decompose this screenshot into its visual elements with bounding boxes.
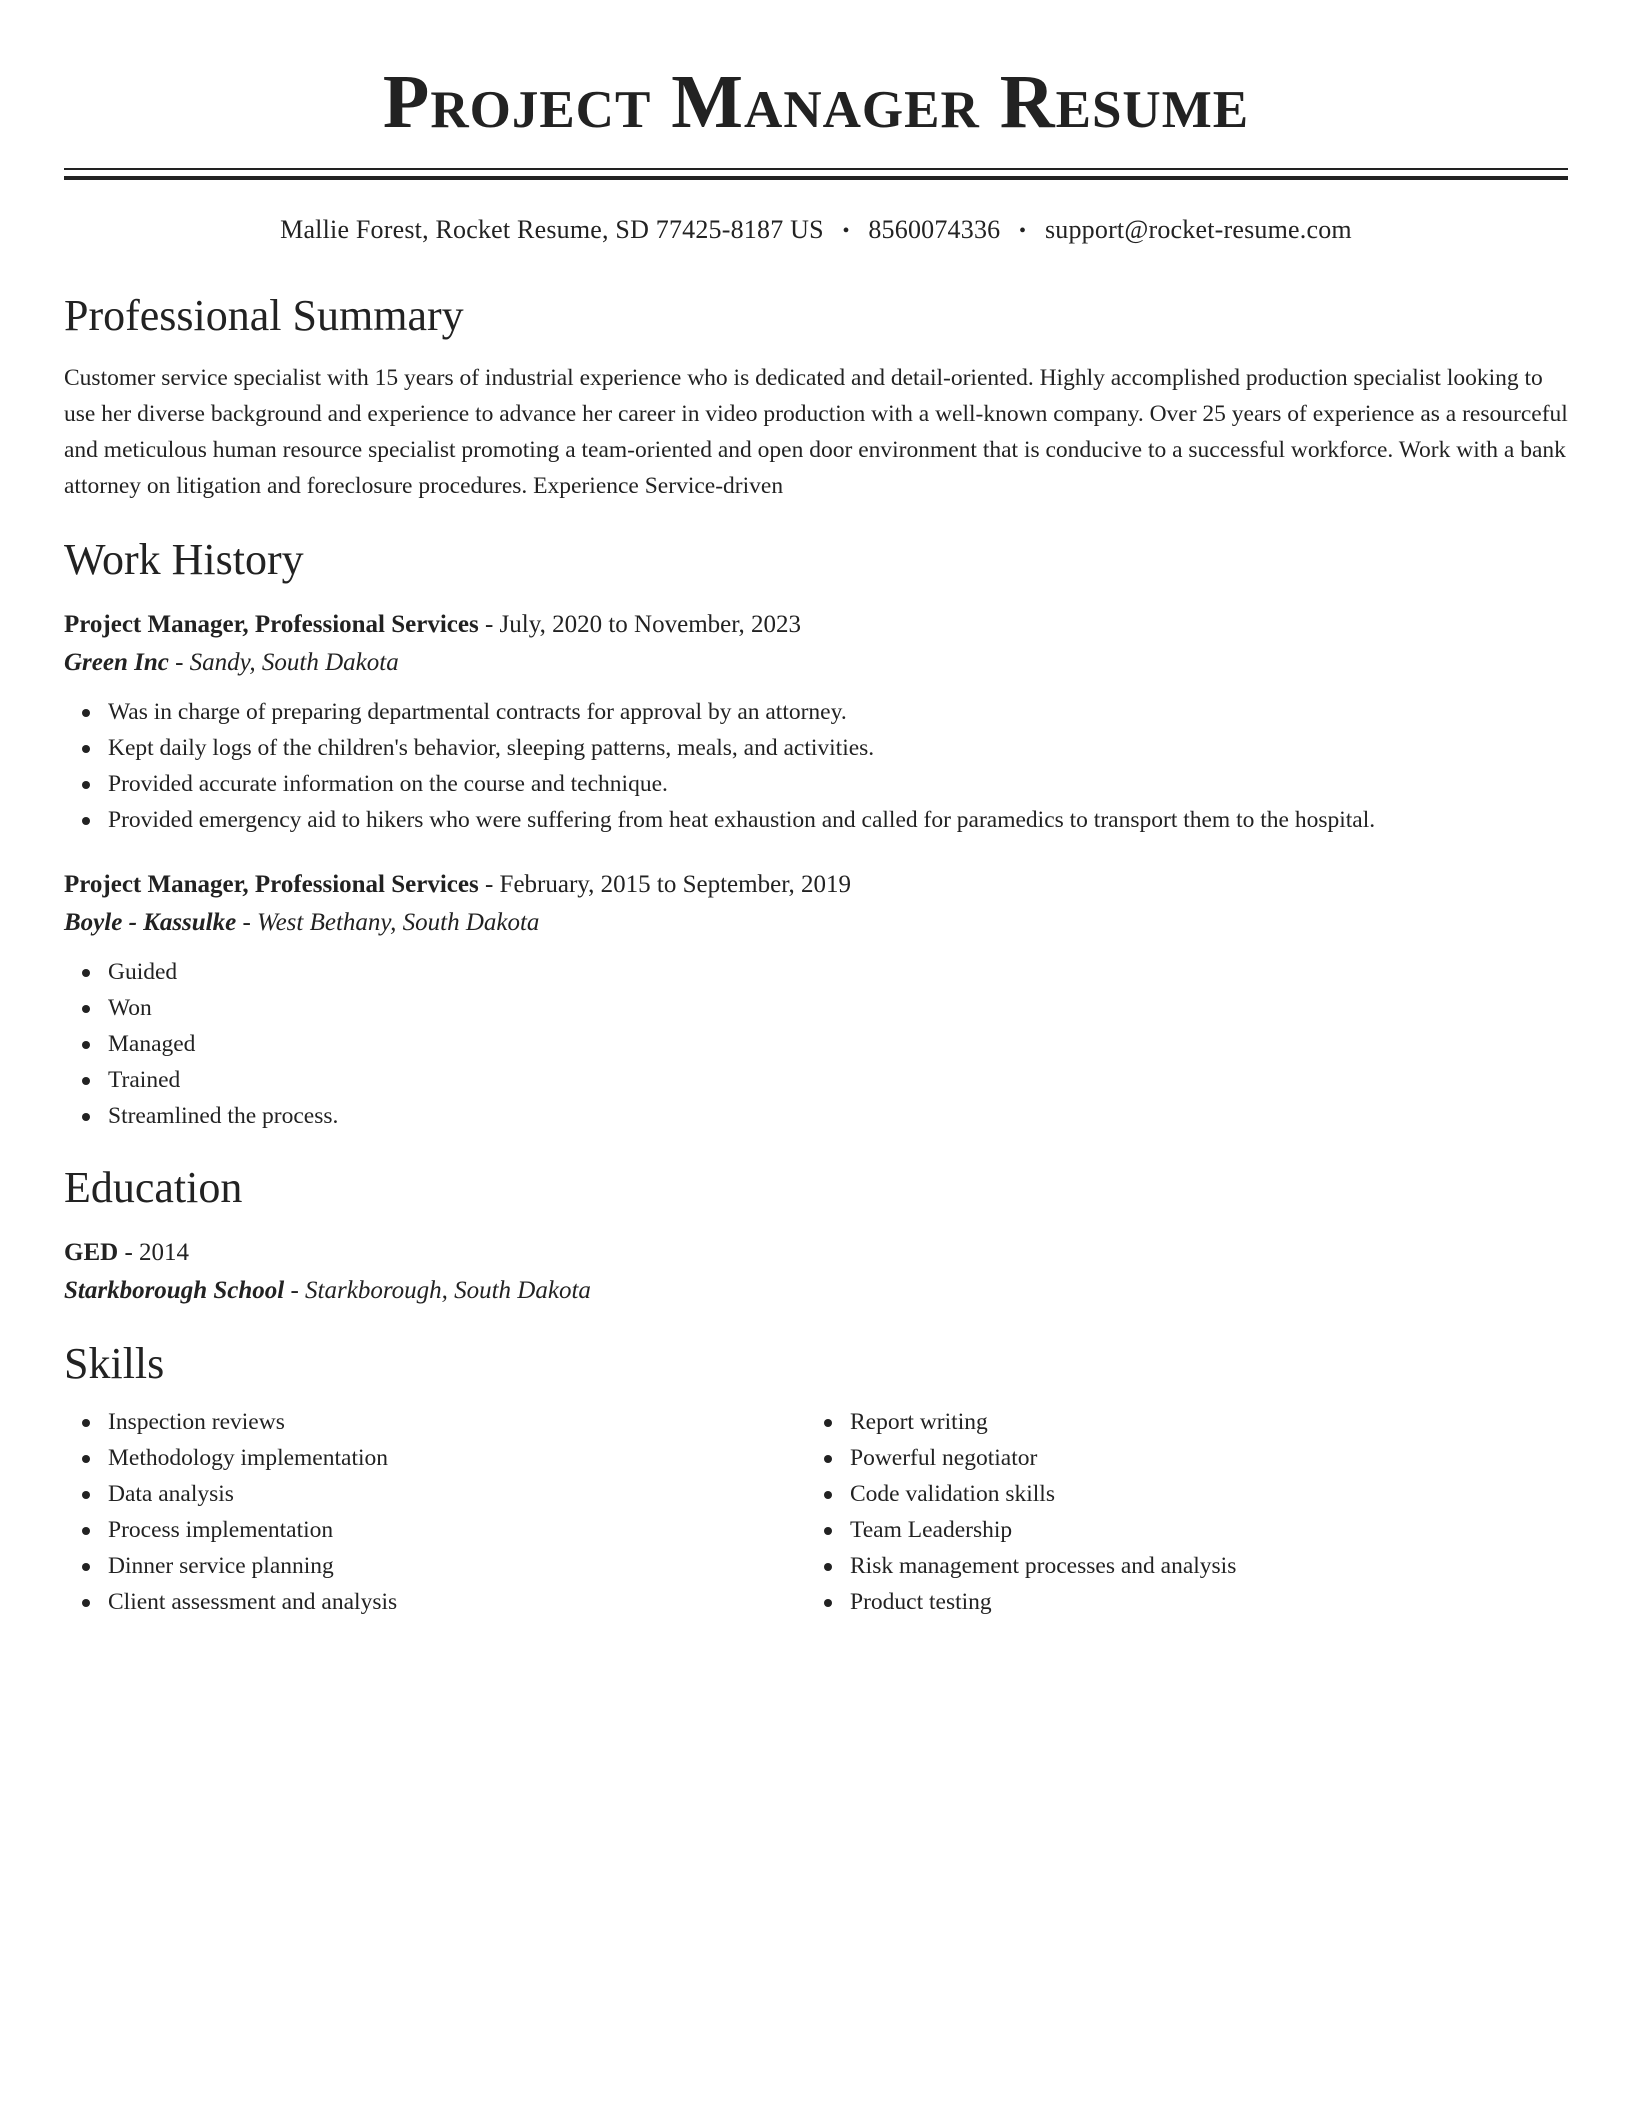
list-item: Streamlined the process. [108, 1098, 1568, 1134]
education-school: Starkborough School [64, 1277, 285, 1304]
list-item: Was in charge of preparing departmental contracts for approval by an attorney. [108, 694, 1568, 730]
skills-list-right [806, 1404, 1548, 1620]
skill-item: Report writing [850, 1404, 1548, 1440]
job-duties-list [64, 954, 1568, 1134]
education-heading: Education [64, 1163, 243, 1212]
skill-item: Dinner service planning [108, 1548, 806, 1584]
contact-email: support@rocket-resume.com [1044, 215, 1352, 244]
list-item: Managed [108, 1026, 1568, 1062]
job-duties-list [64, 694, 1568, 838]
list-item: Trained [108, 1062, 1568, 1098]
skill-item: Powerful negotiator [850, 1440, 1548, 1476]
list-item: Won [108, 990, 1568, 1026]
education-location: - Starkborough, South Dakota [284, 1277, 591, 1304]
contact-phone: 8560074336 [868, 215, 1001, 244]
list-item: Provided accurate information on the course and technique. [108, 766, 1568, 802]
work-history-heading: Work History [64, 535, 304, 584]
skill-item: Code validation skills [850, 1476, 1548, 1512]
skills-columns [64, 1404, 1568, 1620]
skill-item: Risk management processes and analysis [850, 1548, 1548, 1584]
contact-address: Mallie Forest, Rocket Resume, SD 77425-8187 US [280, 215, 824, 244]
list-item: Guided [108, 954, 1568, 990]
education-school-line [64, 1272, 1568, 1310]
job-company-line [64, 904, 1568, 942]
contact-separator: • [842, 220, 850, 242]
job-entry [64, 866, 1568, 1134]
skill-item: Team Leadership [850, 1512, 1548, 1548]
title-divider-thick [64, 176, 1568, 180]
education-degree: GED [64, 1239, 119, 1266]
skill-item: Product testing [850, 1584, 1548, 1620]
education-year: - 2014 [118, 1239, 190, 1266]
title-divider-thin [64, 168, 1568, 170]
contact-separator: • [1019, 220, 1027, 242]
skills-list-left [64, 1404, 806, 1620]
job-dates: - July, 2020 to November, 2023 [478, 611, 802, 638]
job-company: Green Inc [64, 649, 169, 676]
education-entry [64, 1234, 1568, 1310]
job-company-line [64, 644, 1568, 682]
skill-item: Process implementation [108, 1512, 806, 1548]
list-item: Kept daily logs of the children's behavior, sleeping patterns, meals, and activities. [108, 730, 1568, 766]
job-location: - West Bethany, South Dakota [236, 909, 540, 936]
job-title: Project Manager, Professional Services [64, 611, 479, 638]
job-dates: - February, 2015 to September, 2019 [478, 871, 852, 898]
job-location: - Sandy, South Dakota [168, 649, 399, 676]
education-degree-line [64, 1234, 1568, 1272]
skill-item: Data analysis [108, 1476, 806, 1512]
summary-text: Customer service specialist with 15 years of industrial experience who is dedicated and detail-oriented. Highly accomplished production specialist looking to use her diverse background and experience to advance her career in video production with a well-known company. Over 25 years of experience as a resourceful and meticulous human resource specialist promoting a team-oriented and open door environment that is conducive to a successful workforce. Work with a bank attorney on litigation and foreclosure procedures. Experience Service-driven [64, 365, 1568, 499]
job-company: Boyle - Kassulke [64, 909, 237, 936]
summary-heading: Professional Summary [64, 291, 464, 340]
job-title: Project Manager, Professional Services [64, 871, 479, 898]
job-entry [64, 606, 1568, 838]
job-title-line [64, 866, 1568, 904]
contact-line [64, 210, 1568, 250]
skill-item: Client assessment and analysis [108, 1584, 806, 1620]
resume-title: Project Manager Resume [382, 60, 1250, 144]
job-title-line [64, 606, 1568, 644]
resume-page [64, 0, 1568, 1620]
skill-item: Inspection reviews [108, 1404, 806, 1440]
skills-heading: Skills [64, 1339, 165, 1388]
skill-item: Methodology implementation [108, 1440, 806, 1476]
list-item: Provided emergency aid to hikers who were suffering from heat exhaustion and called for paramedics to transport them to the hospital. [108, 802, 1568, 838]
